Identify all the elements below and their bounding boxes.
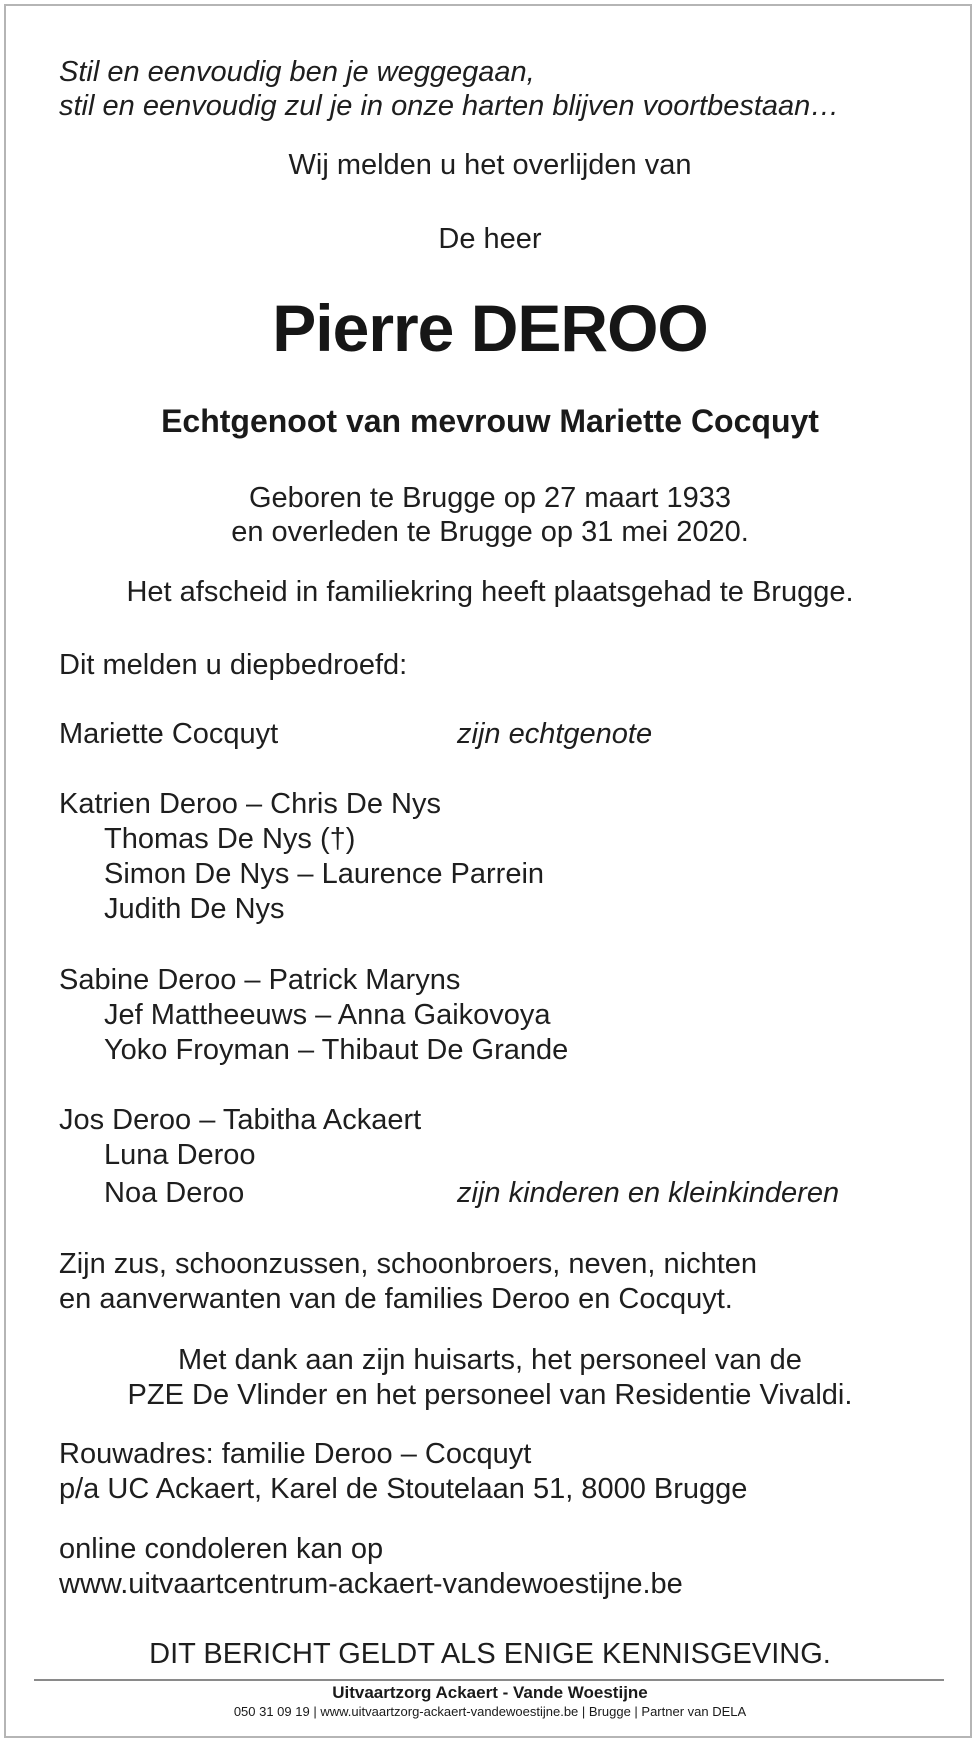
family-line: Noa Deroo [104,1177,245,1209]
intro-text: Wij melden u het overlijden van [288,149,692,181]
condolence-link[interactable]: www.uitvaartcentrum-ackaert-vandewoestijne.be [59,1568,683,1600]
thanks-line-2: PZE De Vlinder en het personeel van Residentie Vivaldi. [127,1379,853,1411]
poem-line-2: stil en eenvoudig zul je in onze harten blijven voortbestaan… [59,90,840,122]
mourners-intro: Dit melden u diepbedroefd: [59,649,408,681]
deceased-name: Pierre DEROO [272,291,708,365]
thanks-line-1: Met dank aan zijn huisarts, het personeel van de [178,1344,802,1376]
family-line: Yoko Froyman – Thibaut De Grande [104,1034,569,1066]
funeral-company-details: 050 31 09 19 | www.uitvaartzorg-ackaert-vandewoestijne.be | Brugge | Partner van DELA [233,1704,747,1719]
death-line: en overleden te Brugge op 31 mei 2020. [231,516,749,548]
family-line: Thomas De Nys (†) [104,823,356,855]
relatives-line-2: en aanverwanten van de families Deroo en Cocquyt. [59,1283,733,1315]
family-line: Katrien Deroo – Chris De Nys [59,788,441,820]
family-line: Sabine Deroo – Patrick Maryns [59,964,461,996]
children-role: zijn kinderen en kleinkinderen [457,1177,840,1209]
address-line-2: p/a UC Ackaert, Karel de Stoutelaan 51, 8000 Brugge [59,1473,748,1505]
online-text: online condoleren kan op [59,1533,384,1565]
birth-line: Geboren te Brugge op 27 maart 1933 [248,482,732,514]
spouse-role: zijn echtgenote [457,718,653,750]
family-line: Luna Deroo [104,1139,256,1171]
address-line-1: Rouwadres: familie Deroo – Cocquyt [59,1438,532,1470]
spouse-line: Echtgenoot van mevrouw Mariette Cocquyt [161,403,819,439]
family-line: Jef Mattheeuws – Anna Gaikovoya [104,999,551,1031]
relatives-line-1: Zijn zus, schoonzussen, schoonbroers, neven, nichten [59,1248,758,1280]
family-line: Jos Deroo – Tabitha Ackaert [59,1104,422,1136]
footer-divider [34,1679,944,1681]
salutation: De heer [438,223,542,255]
family-line: Judith De Nys [104,893,285,925]
farewell-line: Het afscheid in familiekring heeft plaatsgehad te Brugge. [126,576,854,608]
family-line: Simon De Nys – Laurence Parrein [104,858,545,890]
closing-statement: DIT BERICHT GELDT ALS ENIGE KENNISGEVING. [149,1638,831,1670]
funeral-company: Uitvaartzorg Ackaert - Vande Woestijne [332,1683,648,1702]
spouse-name: Mariette Cocquyt [59,718,279,750]
poem-line-1: Stil en eenvoudig ben je weggegaan, [59,56,535,88]
